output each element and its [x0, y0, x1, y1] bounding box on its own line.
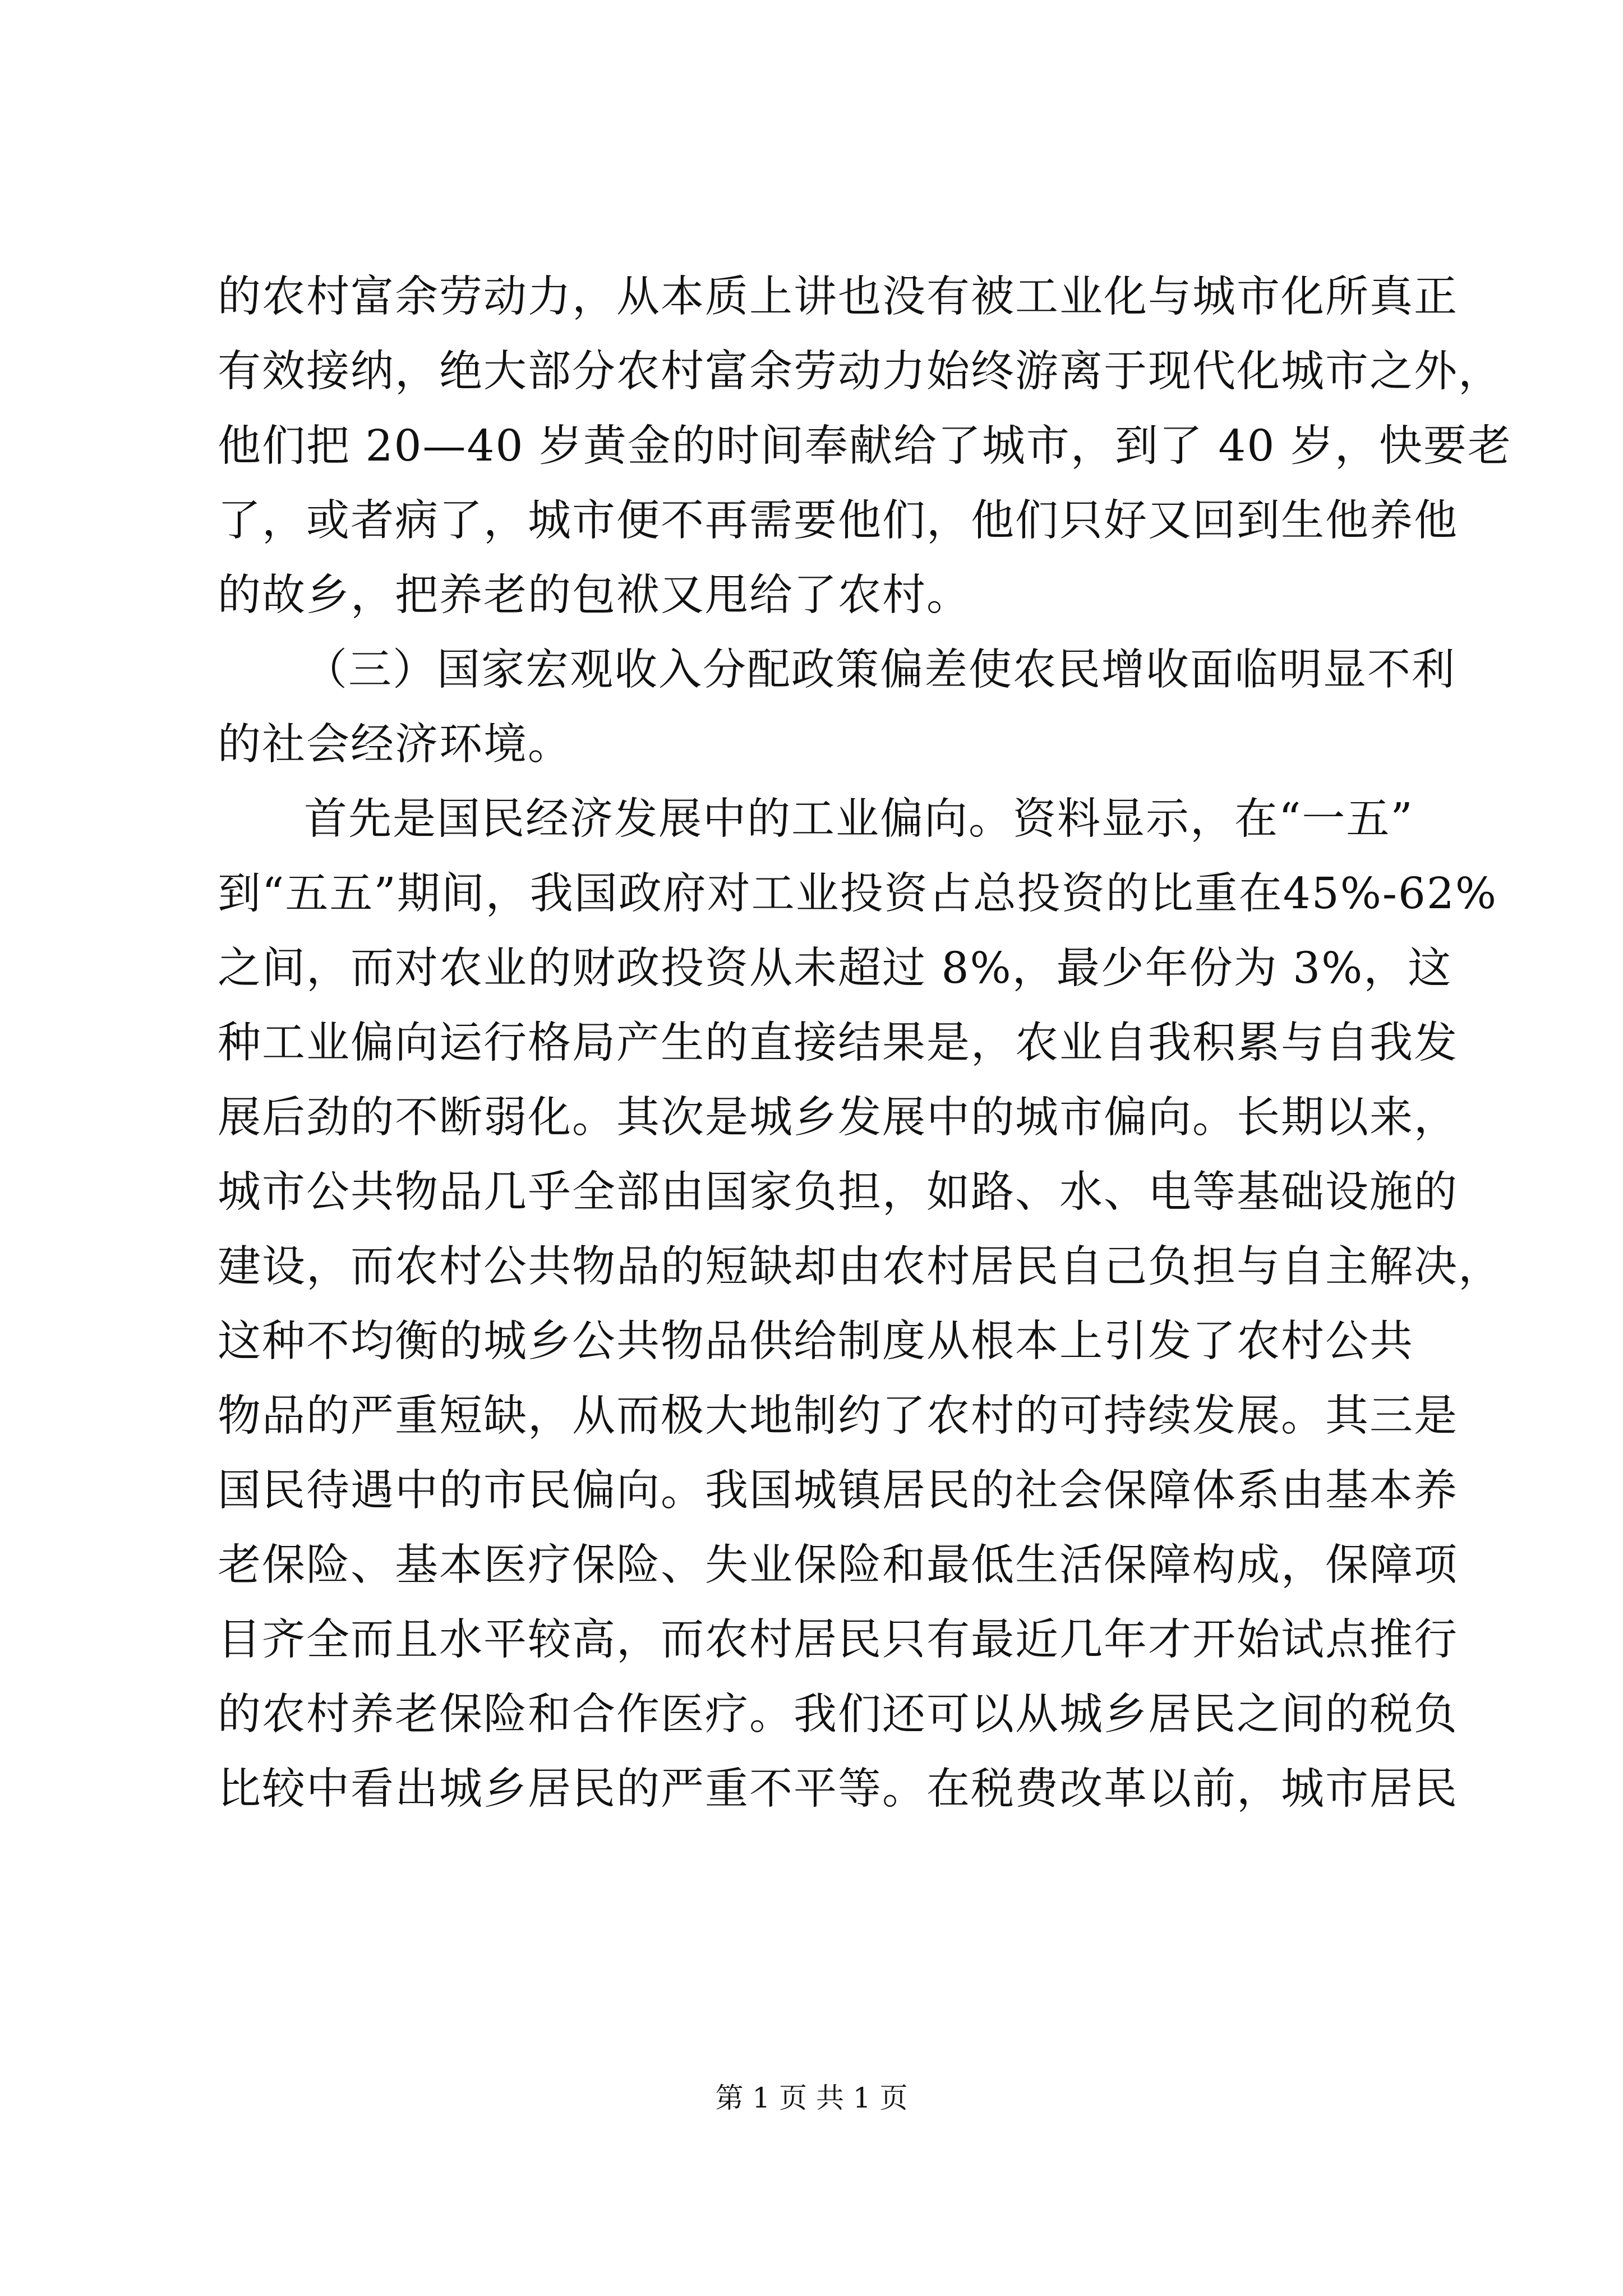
text-line: 有效接纳，绝大部分农村富余劳动力始终游离于现代化城市之外， — [218, 347, 1502, 397]
text-line: 展后劲的不断弱化。其次是城乡发展中的城市偏向。长期以来， — [218, 1093, 1458, 1143]
section-heading-cont: 的社会经济环境。 — [218, 720, 572, 770]
text-line: 种工业偏向运行格局产生的直接结果是，农业自我积累与自我发 — [218, 1018, 1458, 1068]
page-number-footer: 第 1 页 共 1 页 — [715, 2082, 908, 2114]
section-heading: （三）国家宏观收入分配政策偏差使农民增收面临明显不利 — [304, 645, 1456, 695]
text-line: 建设，而农村公共物品的短缺却由农村居民自己负担与自主解决， — [218, 1242, 1502, 1292]
text-line: 这种不均衡的城乡公共物品供给制度从根本上引发了农村公共 — [218, 1317, 1414, 1366]
text-line: 了，或者病了，城市便不再需要他们，他们只好又回到生他养他 — [218, 496, 1458, 546]
text-line: 之间，而对农业的财政投资从未超过 8%，最少年份为 3%，这 — [218, 944, 1453, 993]
text-line: 的农村养老保险和合作医疗。我们还可以从城乡居民之间的税负 — [218, 1690, 1458, 1740]
text-line: 他们把 20—40 岁黄金的时间奉献给了城市，到了 40 岁，快要老 — [218, 421, 1512, 471]
text-line: 城市公共物品几乎全部由国家负担，如路、水、电等基础设施的 — [218, 1167, 1458, 1217]
text-line: 的故乡，把养老的包袱又甩给了农村。 — [218, 570, 971, 620]
text-line: 比较中看出城乡居民的严重不平等。在税费改革以前，城市居民 — [218, 1764, 1458, 1814]
text-line: 国民待遇中的市民偏向。我国城镇居民的社会保障体系由基本养 — [218, 1466, 1458, 1516]
text-line: 老保险、基本医疗保险、失业保险和最低生活保障构成，保障项 — [218, 1540, 1458, 1590]
text-line: 到“五五”期间，我国政府对工业投资占总投资的比重在45%-62% — [218, 869, 1498, 919]
text-line: 目齐全而且水平较高，而农村居民只有最近几年才开始试点推行 — [218, 1615, 1458, 1665]
text-line: 的农村富余劳动力，从本质上讲也没有被工业化与城市化所真正 — [218, 272, 1458, 322]
text-line: 物品的严重短缺，从而极大地制约了农村的可持续发展。其三是 — [218, 1391, 1458, 1441]
paragraph-start: 首先是国民经济发展中的工业偏向。资料显示，在“一五” — [304, 794, 1414, 844]
